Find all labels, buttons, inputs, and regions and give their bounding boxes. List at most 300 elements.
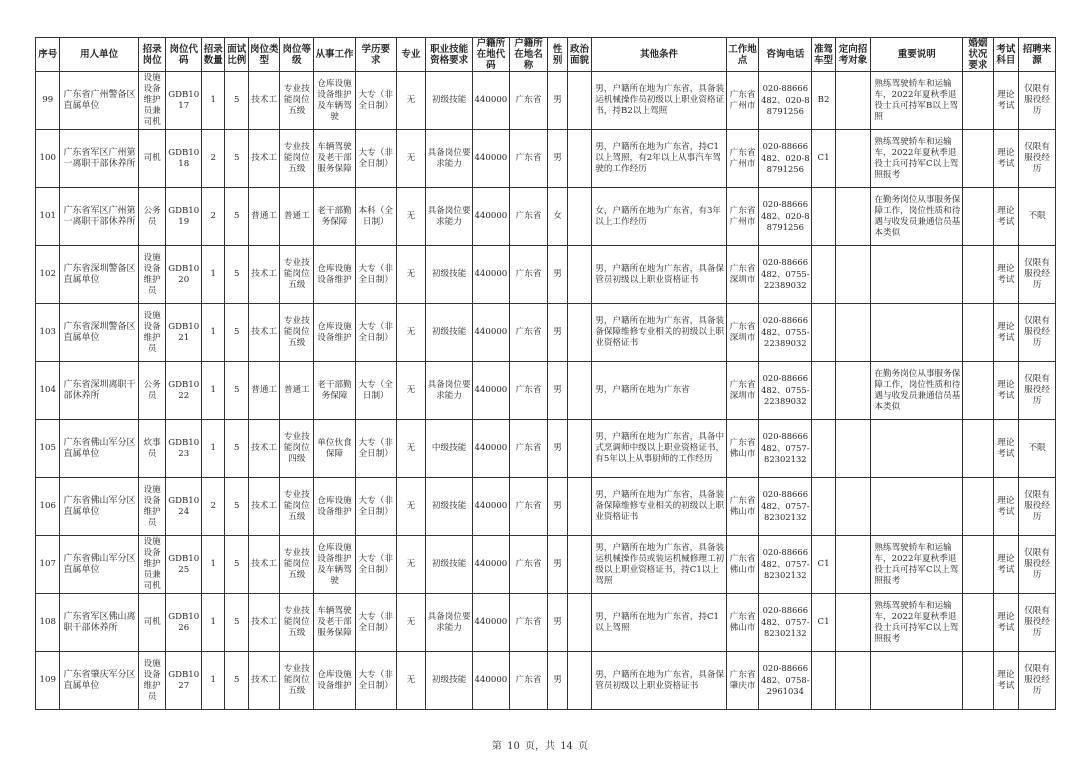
- cell-seq: 104: [36, 362, 60, 420]
- cell-gender: 男: [548, 536, 567, 594]
- cell-conditions: 男，户籍所在地为广东省，具备保管员初级以上职业资格证书: [592, 652, 727, 710]
- footer-total-pages: 14: [560, 741, 573, 752]
- cell-location: 广东省广州市: [726, 188, 759, 246]
- cell-education: 大专（非全日制）: [355, 420, 396, 478]
- column-header: 婚姻状况要求: [963, 38, 994, 72]
- cell-type: 技术工: [248, 478, 280, 536]
- table-body: [36, 72, 1056, 710]
- cell-license: [812, 304, 835, 362]
- table-header-row: [36, 38, 1056, 72]
- cell-target: [835, 362, 871, 420]
- cell-position: 设施设备维护员兼司机: [138, 72, 166, 130]
- cell-education: 大专（非全日制）: [355, 72, 396, 130]
- cell-exam: 理论考试: [993, 594, 1018, 652]
- cell-gender: 男: [548, 304, 567, 362]
- cell-notes: 熟练驾驶轿车和运输车，2022年夏秋季退役士兵可持军B以上驾照: [871, 72, 963, 130]
- cell-political: [567, 72, 591, 130]
- cell-skill: 初级技能: [426, 478, 473, 536]
- cell-target: [835, 304, 871, 362]
- cell-political: [567, 246, 591, 304]
- cell-source: 仅限有服役经历: [1019, 130, 1056, 188]
- table-row: [36, 478, 1056, 536]
- cell-conditions: 男，户籍所在地为广东省，持C1以上驾照: [592, 594, 727, 652]
- cell-education: 大专（非全日制）: [355, 594, 396, 652]
- cell-employer: 广东省军区广州第一离职干部休养所: [60, 188, 138, 246]
- footer-suffix: 页: [578, 741, 589, 752]
- cell-major: 无: [396, 304, 426, 362]
- cell-level: 专业技能岗位五级: [280, 304, 314, 362]
- cell-political: [567, 652, 591, 710]
- column-header: 招聘来源: [1019, 38, 1056, 72]
- column-header: 专业: [396, 38, 426, 72]
- cell-phone: 020-88666482、0757-82302132: [759, 420, 812, 478]
- cell-phone: 020-88666482、0757-82302132: [759, 594, 812, 652]
- cell-major: 无: [396, 72, 426, 130]
- cell-conditions: 女，户籍所在地为广东省，有3年以上工作经历: [592, 188, 727, 246]
- cell-phone: 020-88666482、0757-82302132: [759, 536, 812, 594]
- cell-marital: [963, 72, 994, 130]
- cell-source: 仅限有服役经历: [1019, 72, 1056, 130]
- table-row: [36, 420, 1056, 478]
- cell-work: 仓库设施设备维护及车辆驾驶: [314, 72, 356, 130]
- cell-employer: 广东省军区广州第一离职干部休养所: [60, 130, 138, 188]
- cell-employer: 广东省深圳警备区直属单位: [60, 304, 138, 362]
- cell-location: 广东省佛山市: [726, 478, 759, 536]
- cell-ratio: 5: [225, 72, 248, 130]
- cell-education: 大专（非全日制）: [355, 652, 396, 710]
- cell-phone: 020-88666482、0758-2961034: [759, 652, 812, 710]
- cell-residence-name: 广东省: [509, 130, 548, 188]
- cell-target: [835, 536, 871, 594]
- cell-ratio: 5: [225, 594, 248, 652]
- column-header: 职业技能资格要求: [426, 38, 473, 72]
- cell-residence-name: 广东省: [509, 246, 548, 304]
- cell-level: 专业技能岗位五级: [280, 536, 314, 594]
- cell-skill: 初级技能: [426, 72, 473, 130]
- table-row: [36, 536, 1056, 594]
- column-header: 重要说明: [871, 38, 963, 72]
- cell-exam: 理论考试: [993, 130, 1018, 188]
- cell-employer: 广东省佛山军分区直属单位: [60, 478, 138, 536]
- cell-code: GDB1018: [166, 130, 202, 188]
- cell-education: 大专（非全日制）: [355, 304, 396, 362]
- cell-code: GDB1023: [166, 420, 202, 478]
- cell-phone: 020-88666482、020-88791256: [759, 130, 812, 188]
- table-row: [36, 188, 1056, 246]
- cell-notes: 熟练驾驶轿车和运输车，2022年夏秋季退役士兵可持军C以上驾照报考: [871, 594, 963, 652]
- cell-political: [567, 362, 591, 420]
- cell-count: 1: [202, 304, 225, 362]
- cell-license: C1: [812, 130, 835, 188]
- recruitment-table: [35, 37, 1056, 710]
- cell-position: 司机: [138, 594, 166, 652]
- cell-license: B2: [812, 72, 835, 130]
- cell-type: 技术工: [248, 72, 280, 130]
- cell-political: [567, 594, 591, 652]
- cell-work: 仓库设施设备维护: [314, 246, 356, 304]
- cell-exam: 理论考试: [993, 72, 1018, 130]
- cell-ratio: 5: [225, 536, 248, 594]
- column-header: 从事工作: [314, 38, 356, 72]
- cell-residence-code: 440000: [473, 362, 510, 420]
- column-header: 准驾车型: [812, 38, 835, 72]
- cell-marital: [963, 362, 994, 420]
- cell-ratio: 5: [225, 246, 248, 304]
- cell-position: 公务员: [138, 188, 166, 246]
- table-row: [36, 362, 1056, 420]
- recruitment-table-page: [35, 37, 1056, 710]
- cell-position: 设施设备维护员: [138, 652, 166, 710]
- cell-location: 广东省佛山市: [726, 536, 759, 594]
- cell-level: 普通工: [280, 362, 314, 420]
- cell-gender: 男: [548, 362, 567, 420]
- cell-notes: 在勤务岗位从事服务保障工作，岗位性质和待遇与收发员兼通信员基本类似: [871, 362, 963, 420]
- cell-skill: 初级技能: [426, 246, 473, 304]
- cell-notes: 熟练驾驶轿车和运输车，2022年夏秋季退役士兵可持军C以上驾照报考: [871, 536, 963, 594]
- cell-level: 专业技能岗位五级: [280, 130, 314, 188]
- cell-count: 1: [202, 652, 225, 710]
- cell-location: 广东省深圳市: [726, 362, 759, 420]
- cell-ratio: 5: [225, 304, 248, 362]
- cell-education: 大专（全日制）: [355, 362, 396, 420]
- cell-notes: [871, 246, 963, 304]
- cell-residence-code: 440000: [473, 420, 510, 478]
- cell-conditions: 男，户籍所在地为广东省，具备中式烹调师中级以上职业资格证书，有5年以上从事厨师的工作经历: [592, 420, 727, 478]
- cell-conditions: 男，户籍所在地为广东省，具备保管员初级以上职业资格证书: [592, 246, 727, 304]
- cell-type: 技术工: [248, 652, 280, 710]
- cell-level: 专业技能岗位五级: [280, 478, 314, 536]
- cell-phone: 020-88666482、020-88791256: [759, 72, 812, 130]
- cell-target: [835, 420, 871, 478]
- cell-notes: [871, 420, 963, 478]
- cell-type: 普通工: [248, 188, 280, 246]
- table-row: [36, 304, 1056, 362]
- column-header: 面试比例: [225, 38, 248, 72]
- cell-level: 专业技能岗位五级: [280, 72, 314, 130]
- cell-notes: [871, 652, 963, 710]
- cell-marital: [963, 594, 994, 652]
- cell-major: 无: [396, 652, 426, 710]
- cell-residence-code: 440000: [473, 652, 510, 710]
- cell-license: C1: [812, 536, 835, 594]
- cell-count: 1: [202, 246, 225, 304]
- cell-level: 专业技能岗位五级: [280, 246, 314, 304]
- cell-residence-code: 440000: [473, 72, 510, 130]
- cell-work: 仓库设施设备维护及车辆驾驶: [314, 536, 356, 594]
- cell-code: GDB1020: [166, 246, 202, 304]
- cell-political: [567, 188, 591, 246]
- cell-count: 2: [202, 478, 225, 536]
- cell-residence-name: 广东省: [509, 362, 548, 420]
- footer-page-number: 10: [507, 741, 520, 752]
- cell-employer: 广东省佛山军分区直属单位: [60, 536, 138, 594]
- cell-exam: 理论考试: [993, 304, 1018, 362]
- cell-conditions: 男，户籍所在地为广东省，具备装运机械操作员初级以上职业资格证书，持B2以上驾照: [592, 72, 727, 130]
- cell-employer: 广东省深圳离职干部休养所: [60, 362, 138, 420]
- cell-work: 老干部勤务保障: [314, 362, 356, 420]
- cell-seq: 100: [36, 130, 60, 188]
- cell-license: [812, 420, 835, 478]
- table-row: [36, 72, 1056, 130]
- cell-code: GDB1022: [166, 362, 202, 420]
- cell-target: [835, 246, 871, 304]
- cell-position: 设施设备维护员兼司机: [138, 536, 166, 594]
- cell-residence-code: 440000: [473, 130, 510, 188]
- cell-marital: [963, 130, 994, 188]
- cell-location: 广东省广州市: [726, 130, 759, 188]
- cell-notes: 在勤务岗位从事服务保障工作，岗位性质和待遇与收发员兼通信员基本类似: [871, 188, 963, 246]
- column-header: 招录岗位: [138, 38, 166, 72]
- cell-position: 设施设备维护员: [138, 478, 166, 536]
- cell-work: 车辆驾驶及老干部服务保障: [314, 594, 356, 652]
- cell-skill: 初级技能: [426, 536, 473, 594]
- column-header: 户籍所在地代码: [473, 38, 510, 72]
- cell-location: 广东省肇庆市: [726, 652, 759, 710]
- cell-work: 老干部勤务保障: [314, 188, 356, 246]
- cell-political: [567, 130, 591, 188]
- column-header: 性别: [548, 38, 567, 72]
- cell-ratio: 5: [225, 652, 248, 710]
- cell-political: [567, 478, 591, 536]
- cell-marital: [963, 478, 994, 536]
- cell-residence-code: 440000: [473, 536, 510, 594]
- cell-phone: 020-88666482、0755-22389032: [759, 246, 812, 304]
- cell-source: 仅限有服役经历: [1019, 478, 1056, 536]
- cell-residence-name: 广东省: [509, 420, 548, 478]
- table-row: [36, 594, 1056, 652]
- cell-type: 技术工: [248, 130, 280, 188]
- cell-employer: 广东省深圳警备区直属单位: [60, 246, 138, 304]
- cell-location: 广东省广州市: [726, 72, 759, 130]
- column-header: 咨询电话: [759, 38, 812, 72]
- table-row: [36, 130, 1056, 188]
- cell-major: 无: [396, 188, 426, 246]
- cell-count: 1: [202, 72, 225, 130]
- cell-seq: 109: [36, 652, 60, 710]
- cell-type: 技术工: [248, 594, 280, 652]
- cell-skill: 具备岗位要求能力: [426, 130, 473, 188]
- cell-type: 技术工: [248, 246, 280, 304]
- cell-residence-name: 广东省: [509, 188, 548, 246]
- cell-level: 专业技能岗位五级: [280, 652, 314, 710]
- cell-conditions: 男，户籍所在地为广东省，具备装运机械操作员或装运机械修理工初级以上职业资格证书，持C1以上驾照: [592, 536, 727, 594]
- cell-residence-name: 广东省: [509, 304, 548, 362]
- cell-exam: 理论考试: [993, 188, 1018, 246]
- cell-position: 公务员: [138, 362, 166, 420]
- column-header: 岗位类型: [248, 38, 280, 72]
- cell-ratio: 5: [225, 188, 248, 246]
- cell-employer: 广东省军区佛山离职干部休养所: [60, 594, 138, 652]
- cell-type: 技术工: [248, 304, 280, 362]
- cell-seq: 103: [36, 304, 60, 362]
- cell-level: 专业技能岗位五级: [280, 594, 314, 652]
- cell-residence-code: 440000: [473, 594, 510, 652]
- cell-residence-name: 广东省: [509, 536, 548, 594]
- cell-residence-code: 440000: [473, 478, 510, 536]
- cell-exam: 理论考试: [993, 652, 1018, 710]
- cell-target: [835, 594, 871, 652]
- cell-type: 技术工: [248, 420, 280, 478]
- cell-location: 广东省深圳市: [726, 304, 759, 362]
- cell-marital: [963, 536, 994, 594]
- cell-source: 仅限有服役经历: [1019, 362, 1056, 420]
- cell-marital: [963, 188, 994, 246]
- cell-work: 单位伙食保障: [314, 420, 356, 478]
- table-row: [36, 246, 1056, 304]
- cell-conditions: 男，户籍所在地为广东省: [592, 362, 727, 420]
- column-header: 政治面貌: [567, 38, 591, 72]
- column-header: 考试科目: [993, 38, 1018, 72]
- cell-employer: 广东省肇庆军分区直属单位: [60, 652, 138, 710]
- cell-seq: 101: [36, 188, 60, 246]
- cell-phone: 020-88666482、0755-22389032: [759, 362, 812, 420]
- cell-count: 1: [202, 594, 225, 652]
- cell-license: [812, 478, 835, 536]
- cell-notes: 熟练驾驶轿车和运输车，2022年夏秋季退役士兵可持军C以上驾照报考: [871, 130, 963, 188]
- cell-target: [835, 72, 871, 130]
- cell-ratio: 5: [225, 420, 248, 478]
- cell-source: 不限: [1019, 188, 1056, 246]
- cell-count: 2: [202, 188, 225, 246]
- column-header: 学历要求: [355, 38, 396, 72]
- cell-count: 1: [202, 536, 225, 594]
- column-header: 其他条件: [592, 38, 727, 72]
- cell-level: 专业技能岗位四级: [280, 420, 314, 478]
- cell-residence-name: 广东省: [509, 594, 548, 652]
- column-header: 岗位代码: [166, 38, 202, 72]
- cell-phone: 020-88666482、020-88791256: [759, 188, 812, 246]
- cell-code: GDB1027: [166, 652, 202, 710]
- cell-source: 仅限有服役经历: [1019, 536, 1056, 594]
- cell-position: 炊事员: [138, 420, 166, 478]
- cell-gender: 男: [548, 478, 567, 536]
- cell-code: GDB1024: [166, 478, 202, 536]
- cell-major: 无: [396, 362, 426, 420]
- cell-exam: 理论考试: [993, 362, 1018, 420]
- cell-count: 1: [202, 420, 225, 478]
- cell-code: GDB1019: [166, 188, 202, 246]
- cell-seq: 99: [36, 72, 60, 130]
- cell-ratio: 5: [225, 478, 248, 536]
- cell-seq: 102: [36, 246, 60, 304]
- cell-major: 无: [396, 536, 426, 594]
- cell-residence-name: 广东省: [509, 478, 548, 536]
- cell-code: GDB1026: [166, 594, 202, 652]
- cell-gender: 女: [548, 188, 567, 246]
- cell-political: [567, 420, 591, 478]
- cell-education: 本科（全日制）: [355, 188, 396, 246]
- cell-education: 大专（非全日制）: [355, 478, 396, 536]
- cell-gender: 男: [548, 652, 567, 710]
- cell-residence-code: 440000: [473, 246, 510, 304]
- cell-conditions: 男，户籍所在地为广东省，具备装备保障维修专业相关的初级以上职业资格证书: [592, 478, 727, 536]
- column-header: 户籍所在地名称: [509, 38, 548, 72]
- cell-residence-code: 440000: [473, 304, 510, 362]
- cell-residence-name: 广东省: [509, 652, 548, 710]
- cell-skill: 具备岗位要求能力: [426, 594, 473, 652]
- cell-work: 仓库设施设备维护: [314, 652, 356, 710]
- cell-target: [835, 130, 871, 188]
- cell-type: 技术工: [248, 536, 280, 594]
- cell-marital: [963, 246, 994, 304]
- cell-major: 无: [396, 594, 426, 652]
- cell-seq: 106: [36, 478, 60, 536]
- column-header: 工作地点: [726, 38, 759, 72]
- cell-major: 无: [396, 130, 426, 188]
- cell-skill: 初级技能: [426, 304, 473, 362]
- cell-work: 仓库设施设备维护: [314, 478, 356, 536]
- cell-position: 设施设备维护员: [138, 246, 166, 304]
- cell-major: 无: [396, 246, 426, 304]
- cell-code: GDB1017: [166, 72, 202, 130]
- column-header: 定向招考对象: [835, 38, 871, 72]
- cell-source: 仅限有服役经历: [1019, 652, 1056, 710]
- cell-license: [812, 652, 835, 710]
- footer-prefix: 第: [491, 741, 502, 752]
- cell-source: 仅限有服役经历: [1019, 304, 1056, 362]
- cell-seq: 105: [36, 420, 60, 478]
- cell-source: 仅限有服役经历: [1019, 246, 1056, 304]
- cell-residence-name: 广东省: [509, 72, 548, 130]
- cell-skill: 中级技能: [426, 420, 473, 478]
- cell-license: [812, 188, 835, 246]
- cell-seq: 108: [36, 594, 60, 652]
- column-header: 岗位等级: [280, 38, 314, 72]
- cell-major: 无: [396, 478, 426, 536]
- cell-skill: 初级技能: [426, 652, 473, 710]
- cell-gender: 男: [548, 72, 567, 130]
- cell-exam: 理论考试: [993, 420, 1018, 478]
- cell-ratio: 5: [225, 362, 248, 420]
- cell-work: 车辆驾驶及老干部服务保障: [314, 130, 356, 188]
- cell-code: GDB1025: [166, 536, 202, 594]
- cell-seq: 107: [36, 536, 60, 594]
- cell-phone: 020-88666482、0755-22389032: [759, 304, 812, 362]
- cell-political: [567, 304, 591, 362]
- cell-count: 1: [202, 362, 225, 420]
- cell-location: 广东省深圳市: [726, 246, 759, 304]
- page-footer: [0, 737, 1080, 752]
- cell-target: [835, 652, 871, 710]
- cell-level: 普通工: [280, 188, 314, 246]
- cell-code: GDB1021: [166, 304, 202, 362]
- cell-location: 广东省佛山市: [726, 594, 759, 652]
- cell-education: 大专（非全日制）: [355, 536, 396, 594]
- cell-conditions: 男，户籍所在地为广东省，持C1以上驾照，有2年以上从事汽车驾驶的工作经历: [592, 130, 727, 188]
- cell-count: 2: [202, 130, 225, 188]
- cell-gender: 男: [548, 594, 567, 652]
- footer-mid: 页，共: [525, 741, 555, 752]
- cell-skill: 具备岗位要求能力: [426, 362, 473, 420]
- cell-license: [812, 246, 835, 304]
- cell-marital: [963, 304, 994, 362]
- cell-exam: 理论考试: [993, 478, 1018, 536]
- cell-target: [835, 188, 871, 246]
- cell-position: 司机: [138, 130, 166, 188]
- cell-marital: [963, 652, 994, 710]
- cell-political: [567, 536, 591, 594]
- column-header: 招录数量: [202, 38, 225, 72]
- cell-type: 普通工: [248, 362, 280, 420]
- cell-marital: [963, 420, 994, 478]
- cell-exam: 理论考试: [993, 246, 1018, 304]
- cell-notes: [871, 304, 963, 362]
- cell-phone: 020-88666482、0757-82302132: [759, 478, 812, 536]
- cell-license: C1: [812, 594, 835, 652]
- cell-gender: 男: [548, 420, 567, 478]
- column-header: 用人单位: [60, 38, 138, 72]
- cell-location: 广东省佛山市: [726, 420, 759, 478]
